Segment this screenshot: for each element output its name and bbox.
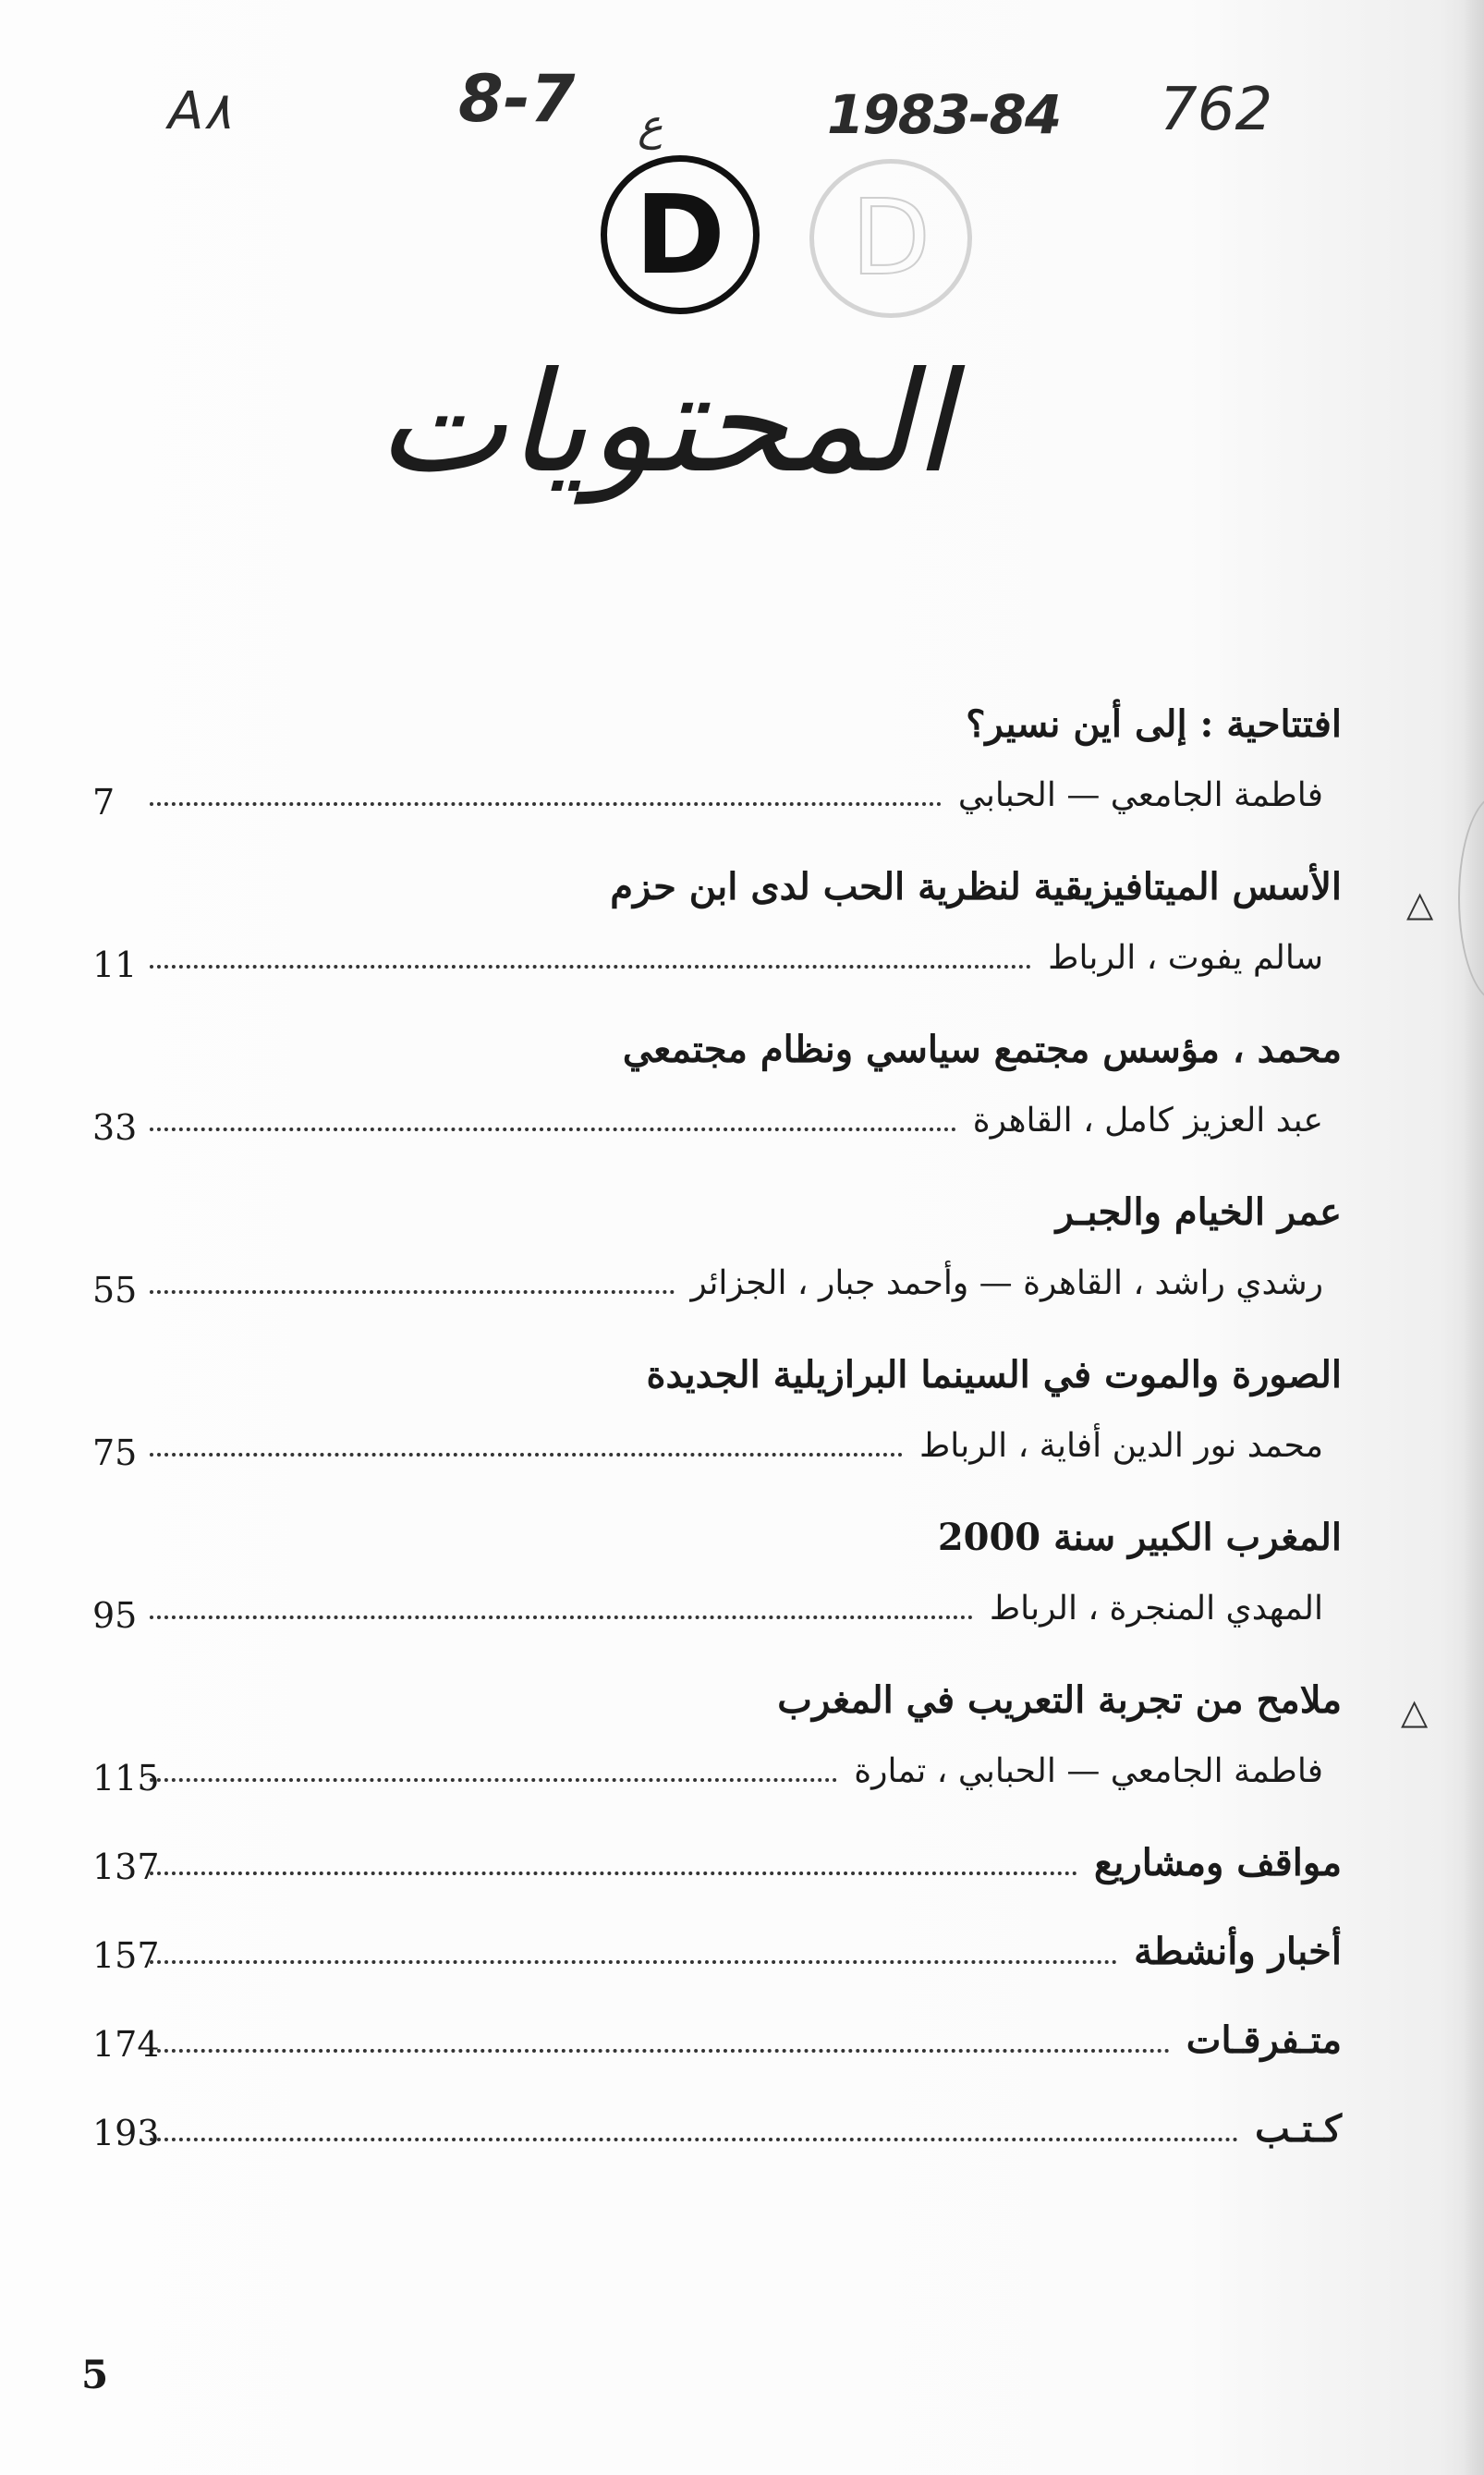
- toc-section-title: متـفرقـات: [1186, 2018, 1342, 2062]
- toc-title: ملامح من تجربة التعريب في المغرب: [777, 1678, 1342, 1722]
- toc-section-line: [92, 1841, 1342, 1896]
- page-title: المحتويات: [376, 343, 952, 504]
- toc-page-number: 95: [92, 1595, 138, 1636]
- toc-author-line: [92, 1102, 1323, 1157]
- toc-section-title: مواقف ومشاريع: [1093, 1841, 1342, 1884]
- toc-author: فاطمة الجامعي — الحبابي: [957, 776, 1323, 814]
- toc-page-number: 193: [92, 2113, 160, 2153]
- leader-dots: [150, 1777, 837, 1782]
- toc-author-line: [92, 1590, 1323, 1645]
- leader-dots: [150, 1452, 903, 1457]
- toc-section-title: أخبار وأنشطة: [1134, 1930, 1342, 1973]
- toc-author: محمد نور الدين أفاية ، الرباط: [919, 1427, 1323, 1465]
- toc-entry: [92, 1028, 1342, 1190]
- toc-page-number: 11: [92, 945, 138, 985]
- handwritten-note: 8-7: [458, 61, 576, 137]
- toc-page-number: 7: [92, 782, 116, 823]
- toc-page-number: 75: [92, 1433, 138, 1473]
- toc-title: الصورة والموت في السينما البرازيلية الجديدة: [646, 1353, 1342, 1396]
- table-of-contents: [92, 702, 1342, 2196]
- toc-title: عمر الخيام والجبـر: [1055, 1190, 1342, 1234]
- toc-entry: [92, 1678, 1342, 1841]
- toc-page-number: 115: [92, 1758, 160, 1798]
- toc-section-line: [92, 1930, 1342, 1985]
- toc-author: رشدي راشد ، القاهرة — وأحمد جبار ، الجزائر: [690, 1264, 1323, 1302]
- handwritten-note: A٨: [168, 81, 232, 141]
- stamp-letter: D: [635, 171, 725, 299]
- leader-dots: [150, 1871, 1077, 1875]
- handwritten-note: 1983-84: [827, 83, 1061, 146]
- toc-page-number: 174: [92, 2024, 160, 2065]
- leader-dots: [150, 1127, 956, 1131]
- toc-section-line: [92, 2107, 1342, 2163]
- leader-dots: [150, 2048, 1170, 2053]
- toc-section-title: كـتـب: [1255, 2107, 1342, 2151]
- toc-section-line: [92, 2018, 1342, 2074]
- scan-shadow-edge: [1464, 0, 1484, 2475]
- leader-dots: [150, 1615, 973, 1619]
- toc-entry: [92, 1516, 1342, 1678]
- library-stamp-dark: [601, 155, 760, 314]
- toc-author-line: [92, 1264, 1323, 1320]
- toc-author: سالم يفوت ، الرباط: [1048, 939, 1323, 977]
- toc-author: عبد العزيز كامل ، القاهرة: [972, 1102, 1323, 1140]
- toc-page-number: 137: [92, 1847, 160, 1887]
- stamp-letter: D: [850, 178, 931, 299]
- toc-page-number: 33: [92, 1107, 138, 1148]
- toc-author: المهدي المنجرة ، الرباط: [989, 1590, 1323, 1628]
- library-stamp-faded: [809, 159, 972, 318]
- toc-entry: [92, 702, 1342, 865]
- toc-page-number: 55: [92, 1270, 138, 1311]
- toc-section-entry: [92, 2107, 1342, 2196]
- toc-title: المغرب الكبير سنة 2000: [937, 1516, 1342, 1559]
- toc-author-line: [92, 776, 1323, 832]
- leader-dots: [150, 801, 942, 806]
- toc-author: فاطمة الجامعي — الحبابي ، تمارة: [854, 1752, 1323, 1790]
- toc-title: محمد ، مؤسس مجتمع سياسي ونظام مجتمعي: [622, 1028, 1342, 1071]
- scan-binding-curve: [1458, 795, 1484, 1002]
- leader-dots: [150, 2137, 1238, 2141]
- margin-triangle-mark: △: [1406, 884, 1434, 924]
- toc-entry: [92, 865, 1342, 1028]
- handwritten-note: 762: [1160, 76, 1273, 144]
- toc-author-line: [92, 1752, 1323, 1808]
- margin-triangle-mark: △: [1401, 1691, 1429, 1732]
- leader-dots: [150, 1959, 1117, 1964]
- page-folio-number: 5: [81, 2352, 109, 2397]
- toc-section-entry: [92, 1930, 1342, 2018]
- toc-page-number: 157: [92, 1935, 160, 1976]
- handwritten-note: ع: [638, 100, 663, 150]
- leader-dots: [150, 964, 1031, 969]
- toc-section-entry: [92, 1841, 1342, 1930]
- toc-section-entry: [92, 2018, 1342, 2107]
- toc-entry: [92, 1190, 1342, 1353]
- toc-author-line: [92, 939, 1323, 994]
- leader-dots: [150, 1289, 675, 1294]
- toc-title: افتتاحية : إلى أين نسير؟: [966, 702, 1342, 746]
- toc-author-line: [92, 1427, 1323, 1482]
- toc-title: الأسس الميتافيزيقية لنظرية الحب لدى ابن حزم: [610, 865, 1342, 908]
- toc-entry: [92, 1353, 1342, 1516]
